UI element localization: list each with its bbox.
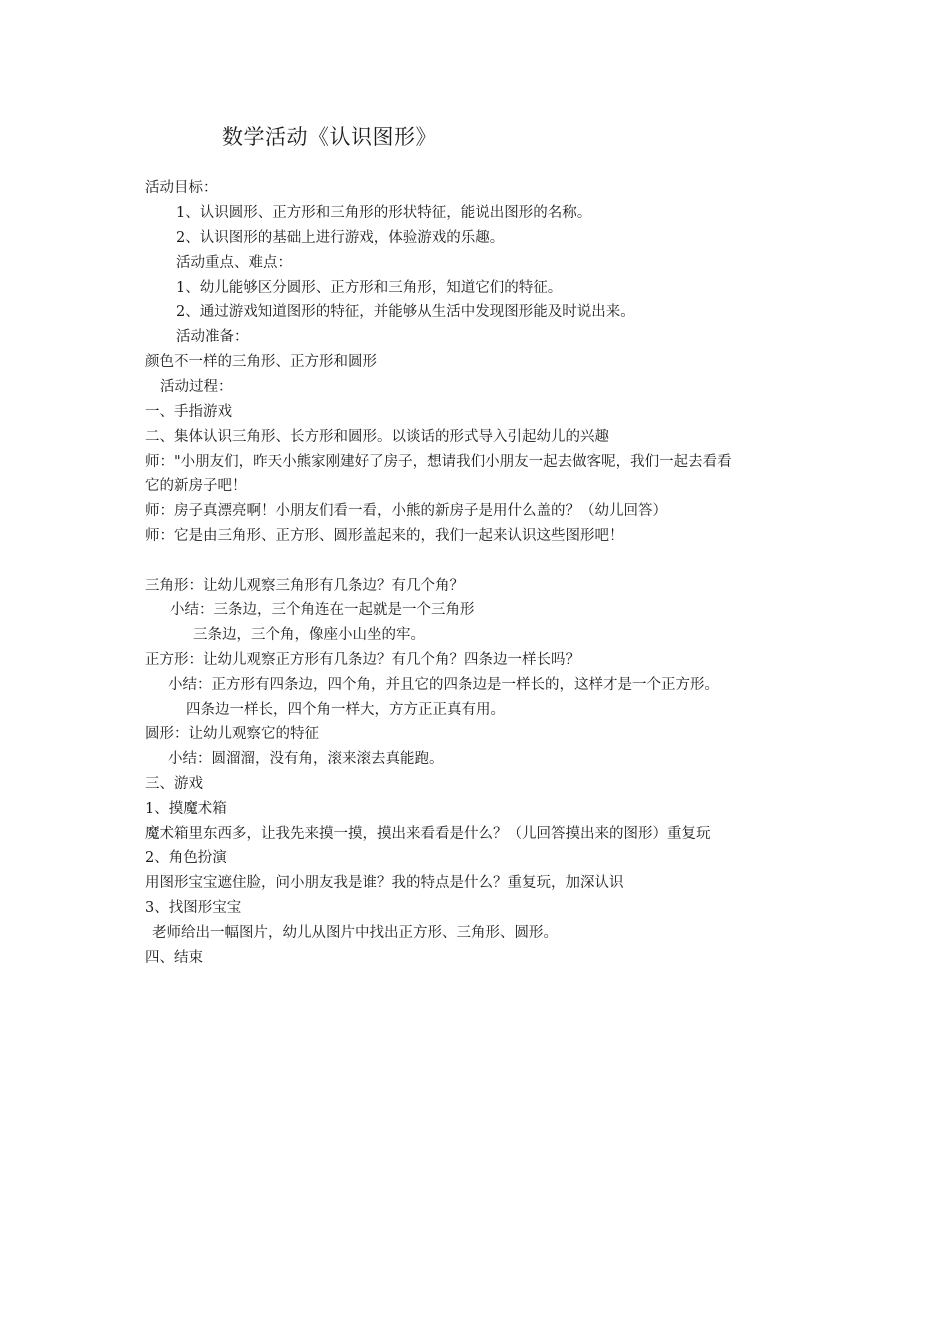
game-2-text: 用图形宝宝遮住脸，问小朋友我是谁？我的特点是什么？重复玩，加深认识 <box>145 875 624 891</box>
game-1-text: 魔术箱里东西多，让我先来摸一摸，摸出来看看是什么？（儿回答摸出来的图形）重复玩 <box>145 826 711 842</box>
teacher-line-3: 师：它是由三角形、正方形、圆形盖起来的，我们一起来认识这些图形吧！ <box>145 528 624 544</box>
preparation-text: 颜色不一样的三角形、正方形和圆形 <box>145 354 377 370</box>
game-1-title: 1、摸魔术箱 <box>145 801 227 817</box>
game-2-title: 2、角色扮演 <box>145 850 227 866</box>
square-summary: 小结：正方形有四条边，四个角，并且它的四条边是一样长的，这样才是一个正方形。 <box>168 677 719 693</box>
section-heading-goals: 活动目标： <box>145 180 218 196</box>
process-step-2: 二、集体认识三角形、长方形和圆形。以谈话的形式导入引起幼儿的兴趣 <box>145 429 609 445</box>
square-intro: 正方形：让幼儿观察正方形有几条边？有几个角？四条边一样长吗？ <box>145 652 580 668</box>
document-title: 数学活动《认识图形》 <box>222 125 437 149</box>
key-point-1: 1、幼儿能够区分圆形、正方形和三角形，知道它们的特征。 <box>176 280 563 296</box>
triangle-summary: 小结：三条边，三个角连在一起就是一个三角形 <box>170 602 475 618</box>
process-step-3: 三、游戏 <box>145 776 203 792</box>
game-3-text: 老师给出一幅图片，幼儿从图片中找出正方形、三角形、圆形。 <box>152 925 558 941</box>
teacher-line-1: 师："小朋友们，昨天小熊家刚建好了房子，想请我们小朋友一起去做客呢，我们一起去看看 <box>145 454 732 470</box>
process-step-4: 四、结束 <box>145 950 203 966</box>
goal-item-1: 1、认识圆形、正方形和三角形的形状特征，能说出图形的名称。 <box>176 205 592 221</box>
key-point-2: 2、通过游戏知道图形的特征，并能够从生活中发现图形能及时说出来。 <box>176 304 635 320</box>
teacher-line-2: 师：房子真漂亮啊！小朋友们看一看，小熊的新房子是用什么盖的？（幼儿回答） <box>145 503 667 519</box>
circle-summary: 小结：圆溜溜，没有角，滚来滚去真能跑。 <box>168 751 444 767</box>
section-heading-preparation: 活动准备： <box>176 329 249 345</box>
circle-intro: 圆形：让幼儿观察它的特征 <box>145 726 319 742</box>
square-rhyme: 四条边一样长，四个角一样大，方方正正真有用。 <box>186 702 505 718</box>
triangle-rhyme: 三条边，三个角，像座小山坐的牢。 <box>193 627 425 643</box>
goal-item-2: 2、认识图形的基础上进行游戏，体验游戏的乐趣。 <box>176 230 505 246</box>
game-3-title: 3、找图形宝宝 <box>145 900 242 916</box>
section-heading-key-points: 活动重点、难点： <box>176 255 292 271</box>
teacher-line-1-cont: 它的新房子吧！ <box>145 478 247 494</box>
process-step-1: 一、手指游戏 <box>145 404 232 420</box>
triangle-intro: 三角形：让幼儿观察三角形有几条边？有几个角？ <box>145 578 464 594</box>
section-heading-process: 活动过程： <box>160 379 233 395</box>
